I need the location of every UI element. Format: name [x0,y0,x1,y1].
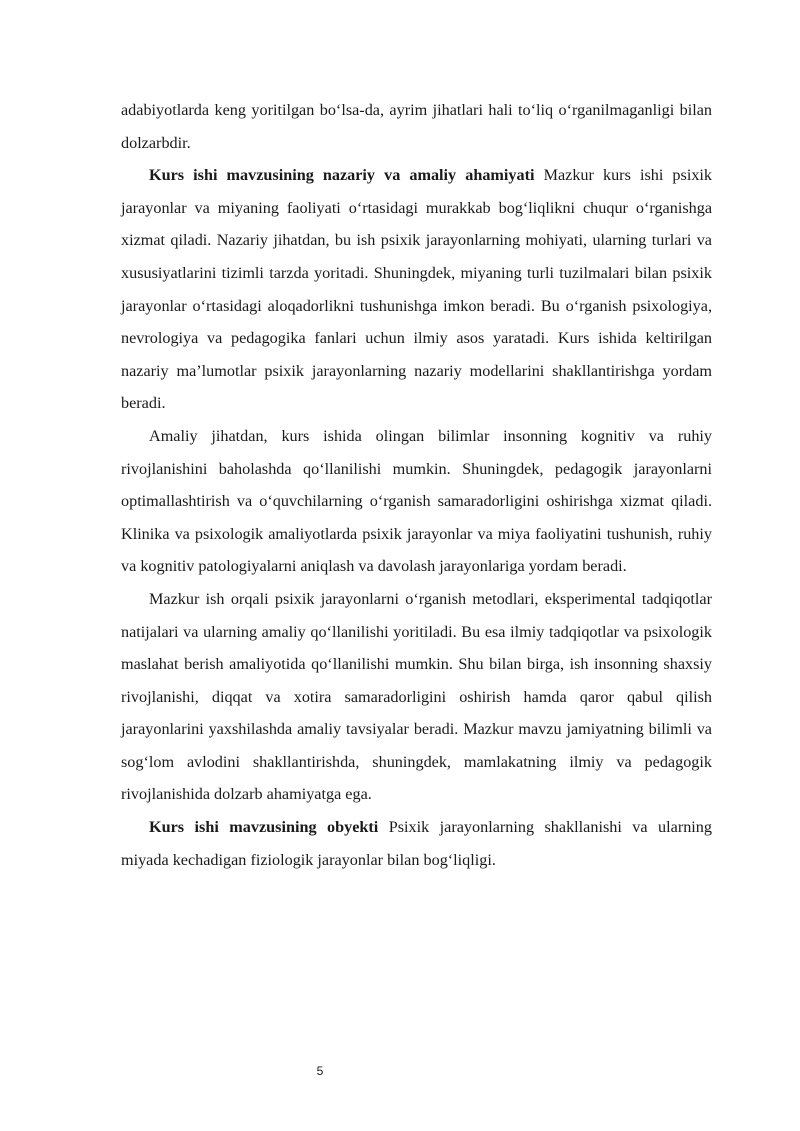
paragraph-text: adabiyotlarda keng yoritilgan bo‘lsa-da, ayrim jihatlari hali to‘liq o‘rganilmaganligi bilan dolzarbdir. [121,101,712,152]
paragraph-text: Mazkur ish orqali psixik jarayonlarni o‘rganish metodlari, eksperimental tadqiqotlar natijalari va ularning amaliy qo‘llanilishi yoritiladi. Bu esa ilmiy tadqiqotlar va psixologik maslahat berish amaliyotida qo‘llanilishi mumkin. Shu bilan birga, ish insonning shaxsiy rivojlanishi, diqqat va xotira samaradorligini oshirish hamda qaror qabul qilish jarayonlarini yaxshilashda amaliy tavsiyalar beradi. Mazkur mavzu jamiyatning bilimli va sog‘lom avlodini shakllantirishda, shuningdek, mamlakatning ilmiy va pedagogik rivojlanishida dolzarb ahamiyatga ega. [121,589,712,804]
paragraph-text: Psixik jarayonlarning shakllanishi va ularning miyada kechadigan fiziologik jarayonlar bilan bog‘liqligi. [121,818,712,869]
paragraph-heading: Kurs ishi mavzusining obyekti [149,818,379,837]
paragraph-continuation [121,94,712,159]
paragraph-methods [121,583,712,811]
paragraph-heading: Kurs ishi mavzusining nazariy va amaliy ahamiyati [149,166,535,185]
paragraph-practical [121,420,712,583]
page-body [121,94,712,876]
paragraph-object [121,811,712,876]
page-number: 5 [316,1064,324,1078]
paragraph-text: Mazkur kurs ishi psixik jarayonlar va miyaning faoliyati o‘rtasidagi murakkab bog‘liqlikni chuqur o‘rganishga xizmat qiladi. Nazariy jihatdan, bu ish psixik jarayonlarning mohiyati, ularning turlari va xususiyatlarini tizimli tarzda yoritadi. Shuningdek, miyaning turli tuzilmalari bilan psixik jarayonlar o‘rtasidagi aloqadorlikni tushunishga imkon beradi. Bu o‘rganish psixologiya, nevrologiya va pedagogika fanlari uchun ilmiy asos yaratadi. Kurs ishida keltirilgan nazariy ma’lumotlar psixik jarayonlarning nazariy modellarini shakllantirishga yordam beradi. [121,166,712,413]
paragraph-text: Amaliy jihatdan, kurs ishida olingan bilimlar insonning kognitiv va ruhiy rivojlanishini baholashda qo‘llanilishi mumkin. Shuningdek, pedagogik jarayonlarni optimallashtirish va o‘quvchilarning o‘rganish samaradorligini oshirishga xizmat qiladi. Klinika va psixologik amaliyotlarda psixik jarayonlar va miya faoliyatini tushunish, ruhiy va kognitiv patologiyalarni aniqlash va davolash jarayonlariga yordam beradi. [121,426,712,576]
paragraph-significance [121,159,712,420]
